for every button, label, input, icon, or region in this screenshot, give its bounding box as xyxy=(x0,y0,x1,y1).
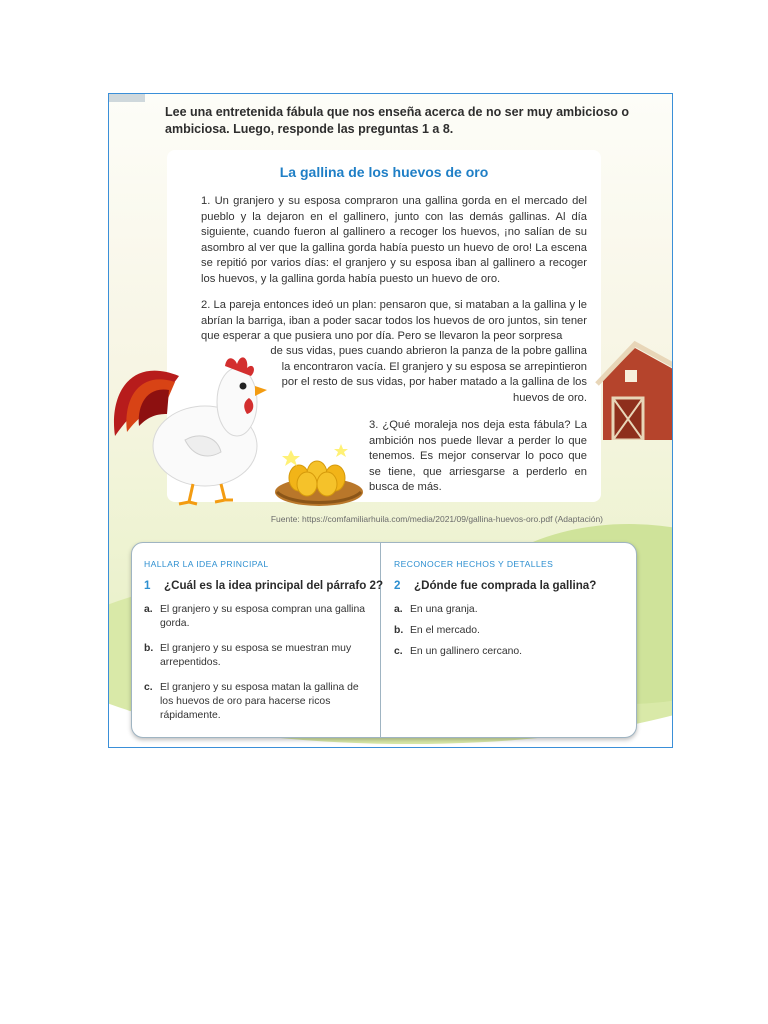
option-letter: a. xyxy=(394,604,403,615)
paragraph-2-start: 2. La pareja entonces ideó un plan: pensaron que, si mataban a la gallina y le abrían la barriga, iban a poder sacar todos los huevos de oro juntos, sin tener que esperar a que pusiera uno por día. Pero se llevaron la peor sorpresa xyxy=(201,299,587,343)
barn-illustration xyxy=(595,340,673,440)
instructions: Lee una entretenida fábula que nos enseña acerca de no ser muy ambicioso o ambiciosa. Luego, responde las preguntas 1 a 8. xyxy=(165,105,630,136)
option-2a[interactable] xyxy=(394,603,626,617)
option-text: En una granja. xyxy=(410,604,478,615)
option-text: El granjero y su esposa matan la gallina de los huevos de oro para hacerse ricos rápidamente. xyxy=(160,682,359,721)
golden-eggs-nest-illustration xyxy=(271,436,367,508)
questions-box xyxy=(131,542,637,738)
worksheet-page xyxy=(108,93,673,748)
option-2b[interactable] xyxy=(394,624,626,638)
option-1c[interactable] xyxy=(144,681,372,723)
option-letter: c. xyxy=(394,646,403,657)
question-2 xyxy=(394,579,626,592)
question-number: 1 xyxy=(144,579,151,592)
section-label-main-idea: HALLAR LA IDEA PRINCIPAL xyxy=(144,559,269,569)
paragraph-1: 1. Un granjero y su esposa compraron una gallina gorda en el mercado del pueblo y la dejaron en el gallinero, junto con las demás gallinas. Al día siguiente, cuando fueron al gallinero a recoger los huevos, ¡no salían de su asombro al ver que la gallina gorda había puesto un huevo de oro! La escena se repitió por varios días: el granjero y su esposa iban al gallinero a recoger los huevos, y la gallina gorda había puesto un huevo de oro. xyxy=(201,195,587,285)
option-letter: b. xyxy=(394,625,404,636)
option-text: En el mercado. xyxy=(410,625,480,636)
source-citation: Fuente: https://comfamiliarhuila.com/media/2021/09/gallina-huevos-oro.pdf (Adaptación) xyxy=(270,514,603,524)
question-1-options xyxy=(144,603,372,734)
story-title: La gallina de los huevos de oro xyxy=(279,164,489,180)
question-1 xyxy=(144,579,384,592)
option-letter: c. xyxy=(144,682,153,693)
question-number: 2 xyxy=(394,579,401,592)
corner-tab xyxy=(109,94,145,102)
option-text: En un gallinero cercano. xyxy=(410,646,523,657)
option-2c[interactable] xyxy=(394,645,626,659)
question-text: ¿Dónde fue comprada la gallina? xyxy=(414,579,597,592)
paragraph-3: 3. ¿Qué moraleja nos deja esta fábula? La ambición nos puede llevar a perder lo que tenemos. Es mejor conservar lo poco que se tiene, que arriesgarse a perderlo en busca de más. xyxy=(369,419,587,494)
option-text: El granjero y su esposa compran una gallina gorda. xyxy=(160,604,366,629)
option-1b[interactable] xyxy=(144,642,372,670)
option-letter: b. xyxy=(144,643,154,654)
column-divider xyxy=(380,543,381,737)
option-1a[interactable] xyxy=(144,603,372,631)
question-text: ¿Cuál es la idea principal del párrafo 2? xyxy=(164,579,384,592)
paragraph-2-end: de sus vidas, pues cuando abrieron la panza de la pobre gallina la encontraron vacía. El granjero y su esposa se arrepintieron por el resto de sus vidas, por haber matado a la gallina de los huevos de oro. xyxy=(270,345,587,404)
question-2-options xyxy=(394,603,626,666)
section-label-facts-details: RECONOCER HECHOS Y DETALLES xyxy=(394,559,554,569)
option-letter: a. xyxy=(144,604,153,615)
option-text: El granjero y su esposa se muestran muy arrepentidos. xyxy=(160,643,352,668)
rooster-illustration xyxy=(109,336,269,506)
